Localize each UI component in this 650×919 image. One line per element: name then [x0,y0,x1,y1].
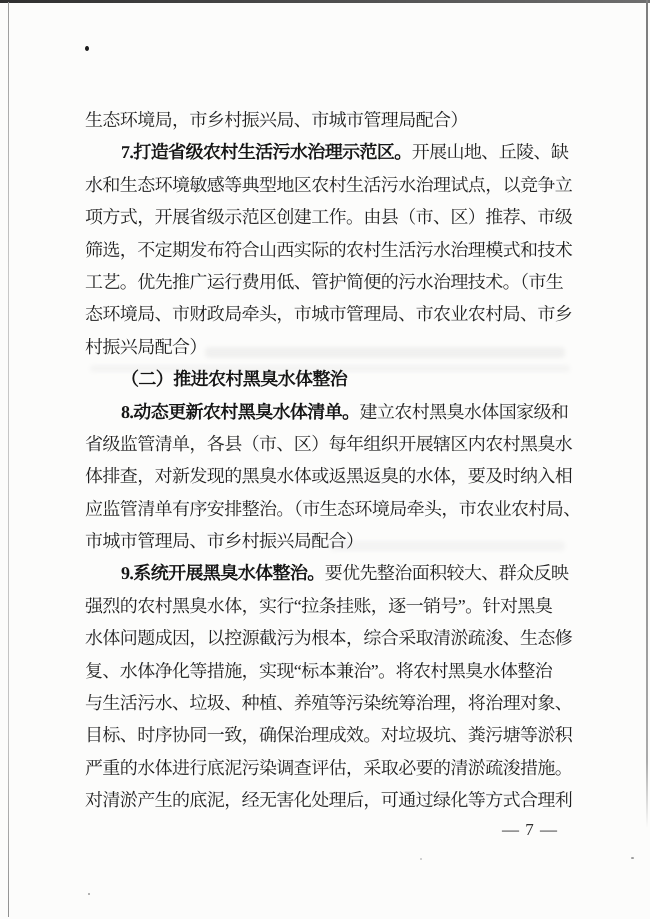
text-segment: 市城市管理局、市乡村振兴局配合） [85,531,364,552]
bold-text-segment: 9.系统开展黑臭水体整治。 [121,563,325,584]
text-segment: 水体问题成因，以控源截污为根本，综合采取清淤疏浚、生态修 [85,628,573,649]
text-line [85,428,577,460]
text-segment: 对清淤产生的底泥，经无害化处理后，可通过绿化等方式合理利 [85,790,573,811]
text-segment: 建立农村黑臭水体国家级和 [359,401,569,422]
ink-speck [85,46,89,51]
text-line [85,460,577,492]
text-segment: 筛选，不定期发布符合山西实际的农村生活污水治理模式和技术 [85,239,573,260]
text-line [85,363,577,395]
text-segment: 项方式，开展省级示范区创建工作。由县（市、区）推荐、市级 [85,207,573,228]
text-line [85,752,577,784]
text-line [85,525,577,557]
scan-speck [631,857,634,859]
text-line [85,234,577,266]
text-line [85,266,577,298]
text-segment: 态环境局、市财政局牵头，市城市管理局、市农业农村局、市乡 [85,304,573,325]
text-segment: 生态环境局，市乡村振兴局、市城市管理局配合） [85,110,468,130]
text-line [85,719,577,751]
text-segment: 省级监管清单，各县（市、区）每年组织开展辖区内农村黑臭水 [85,433,573,454]
page-number: — 7 — [502,820,558,839]
text-line [85,622,577,654]
text-line [85,331,577,363]
text-line [85,169,577,201]
text-segment: 水和生态环境敏感等典型地区农村生活污水治理试点，以竞争立 [85,174,573,195]
text-line [85,396,577,428]
text-line [85,136,577,168]
bold-text-segment: （二）推进农村黑臭水体整治 [121,369,348,390]
text-segment: 目标、时序协同一致，确保治理成效。对垃圾坑、粪污塘等淤积 [85,725,573,746]
scan-edge-right [646,0,648,828]
text-line [85,104,577,136]
text-segment: 工艺。优先推广运行费用低、管护简便的污水治理技术。（市生 [85,271,564,292]
text-segment: 严重的水体进行底泥污染调查评估，采取必要的清淤疏浚措施。 [85,757,573,778]
text-segment: 体排查，对新发现的黑臭水体或返黑返臭的水体，要及时纳入相 [85,466,573,487]
text-line [85,557,577,589]
text-segment: 要优先整治面积较大、群众反映 [324,563,569,584]
bold-text-segment: 7.打造省级农村生活污水治理示范区。 [121,142,412,163]
text-line [85,298,577,330]
scan-edge-left [8,2,9,917]
text-segment: 村振兴局配合） [85,336,207,357]
text-line [85,201,577,233]
document-body [85,104,581,817]
text-segment: 应监管清单有序安排整治。（市生态环境局牵头，市农业农村局、 [85,498,581,519]
text-line [85,655,577,687]
scan-speck [88,893,90,895]
text-line [85,687,577,719]
text-line [85,493,581,525]
text-segment: 强烈的农村黑臭水体，实行“拉条挂账，逐一销号”。针对黑臭 [85,595,553,616]
text-segment: 复、水体净化等措施，实现“标本兼治”。将农村黑臭水体整治 [85,660,553,681]
scan-speck [420,858,422,860]
bold-text-segment: 8.动态更新农村黑臭水体清单。 [121,401,360,422]
text-segment: 与生活污水、垃圾、种植、养殖等污染统筹治理，将治理对象、 [85,693,573,714]
text-segment: 开展山地、丘陵、缺 [411,142,569,163]
text-line [85,784,577,816]
text-line [85,590,577,622]
scan-edge-top [0,0,650,3]
